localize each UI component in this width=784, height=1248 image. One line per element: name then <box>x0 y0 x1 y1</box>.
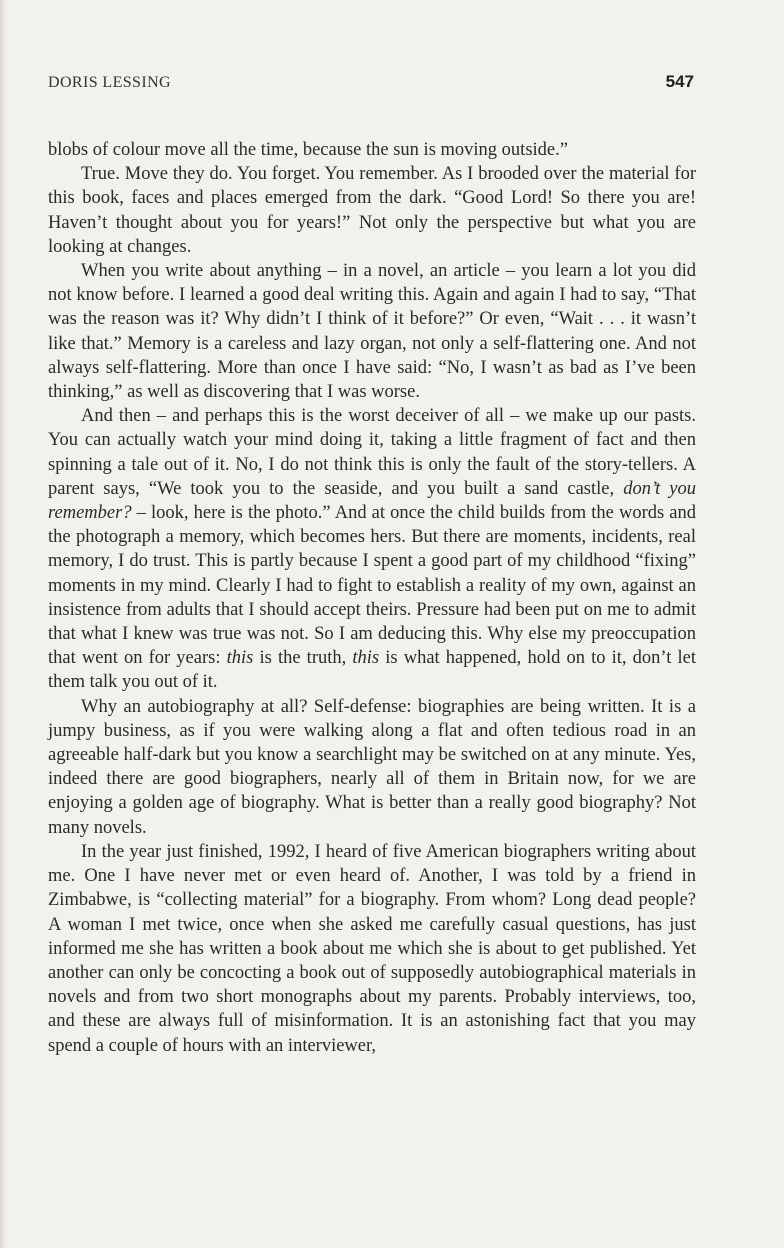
paragraph-text: is what happened, hold on to it, don’t let them talk you out of it. <box>48 648 696 693</box>
paragraph-text: True. Move they do. You forget. You remember. As I brooded over the material for this book, faces and places emerged from the dark. “Good Lord! So there you are! Haven’t thought about you for years!” Not only the perspective but what you are looking at changes. <box>48 164 696 257</box>
body-text <box>48 138 696 1058</box>
paragraph <box>48 840 696 1058</box>
running-head: DORIS LESSING <box>48 74 171 91</box>
italic-text: this <box>352 648 380 669</box>
paragraph-text: And then – and perhaps this is the worst deceiver of all – we make up our pasts. You can actually watch your mind doing it, taking a little fragment of fact and then spinning a tale out of it. No, I do not think this is only the fault of the story-tellers. A parent says, “We took you to the seaside, and you built a sand castle, <box>48 406 696 499</box>
paragraph <box>48 162 696 259</box>
paragraph-text: blobs of colour move all the time, because the sun is moving outside.” <box>48 140 568 160</box>
italic-text: this <box>226 648 254 669</box>
paragraph-text: In the year just finished, 1992, I heard of five American biographers writing about me. One I have never met or even heard of. Another, I was told by a friend in Zimbabwe, is “collecting material” for a biography. From whom? Long dead people? A woman I met twice, once when she asked me carefully casual questions, has just informed me she has written a book about me which she is about to get published. Yet another can only be concocting a book out of supposedly autobiographical materials in novels and from two short monographs about my parents. Probably interviews, too, and these are always full of misinformation. It is an astonishing fact that you may spend a couple of hours with an interviewer, <box>48 841 696 1056</box>
paragraph-text: Why an autobiography at all? Self-defense: biographies are being written. It is a jumpy business, as if you were walking along a flat and often tedious road in an agreeable half-dark but you know a searchlight may be switched on at any minute. Yes, indeed there are good biographers, nearly all of them in Britain now, for we are enjoying a golden age of biography. What is better than a really good biography? Not many novels. <box>48 696 696 838</box>
paragraph <box>48 695 696 840</box>
paragraph <box>48 259 696 404</box>
paragraph <box>48 404 696 694</box>
paragraph-text: is the truth, <box>253 648 353 669</box>
paragraph-text: When you write about anything – in a novel, an article – you learn a lot you did not know before. I learned a good deal writing this. Again and again I had to say, “That was the reason was it? Why didn’t I think of it before?” Or even, “Wait . . . it wasn’t like that.” Memory is a careless and lazy organ, not only a self-flattering one. And not always self-flattering. More than once I have said: “No, I wasn’t as bad as I’ve been thinking,” as well as discovering that I was worse. <box>48 261 696 403</box>
paragraph <box>48 138 696 162</box>
page-gutter-shadow <box>0 0 6 1248</box>
page-number: 547 <box>665 72 694 91</box>
italic-text: don’t you remember? <box>48 478 696 524</box>
paragraph-text: – look, here is the photo.” And at once the child builds from the words and the photograph a memory, which becomes hers. But there are moments, incidents, real memory, I do trust. This is partly because I spent a good part of my childhood “fixing” moments in my mind. Clearly I had to fight to establish a reality of my own, against an insistence from adults that I should accept theirs. Pressure had been put on me to admit that what I knew was true was not. So I am deducing this. Why else my preoccupation that went on for years: <box>48 503 696 669</box>
